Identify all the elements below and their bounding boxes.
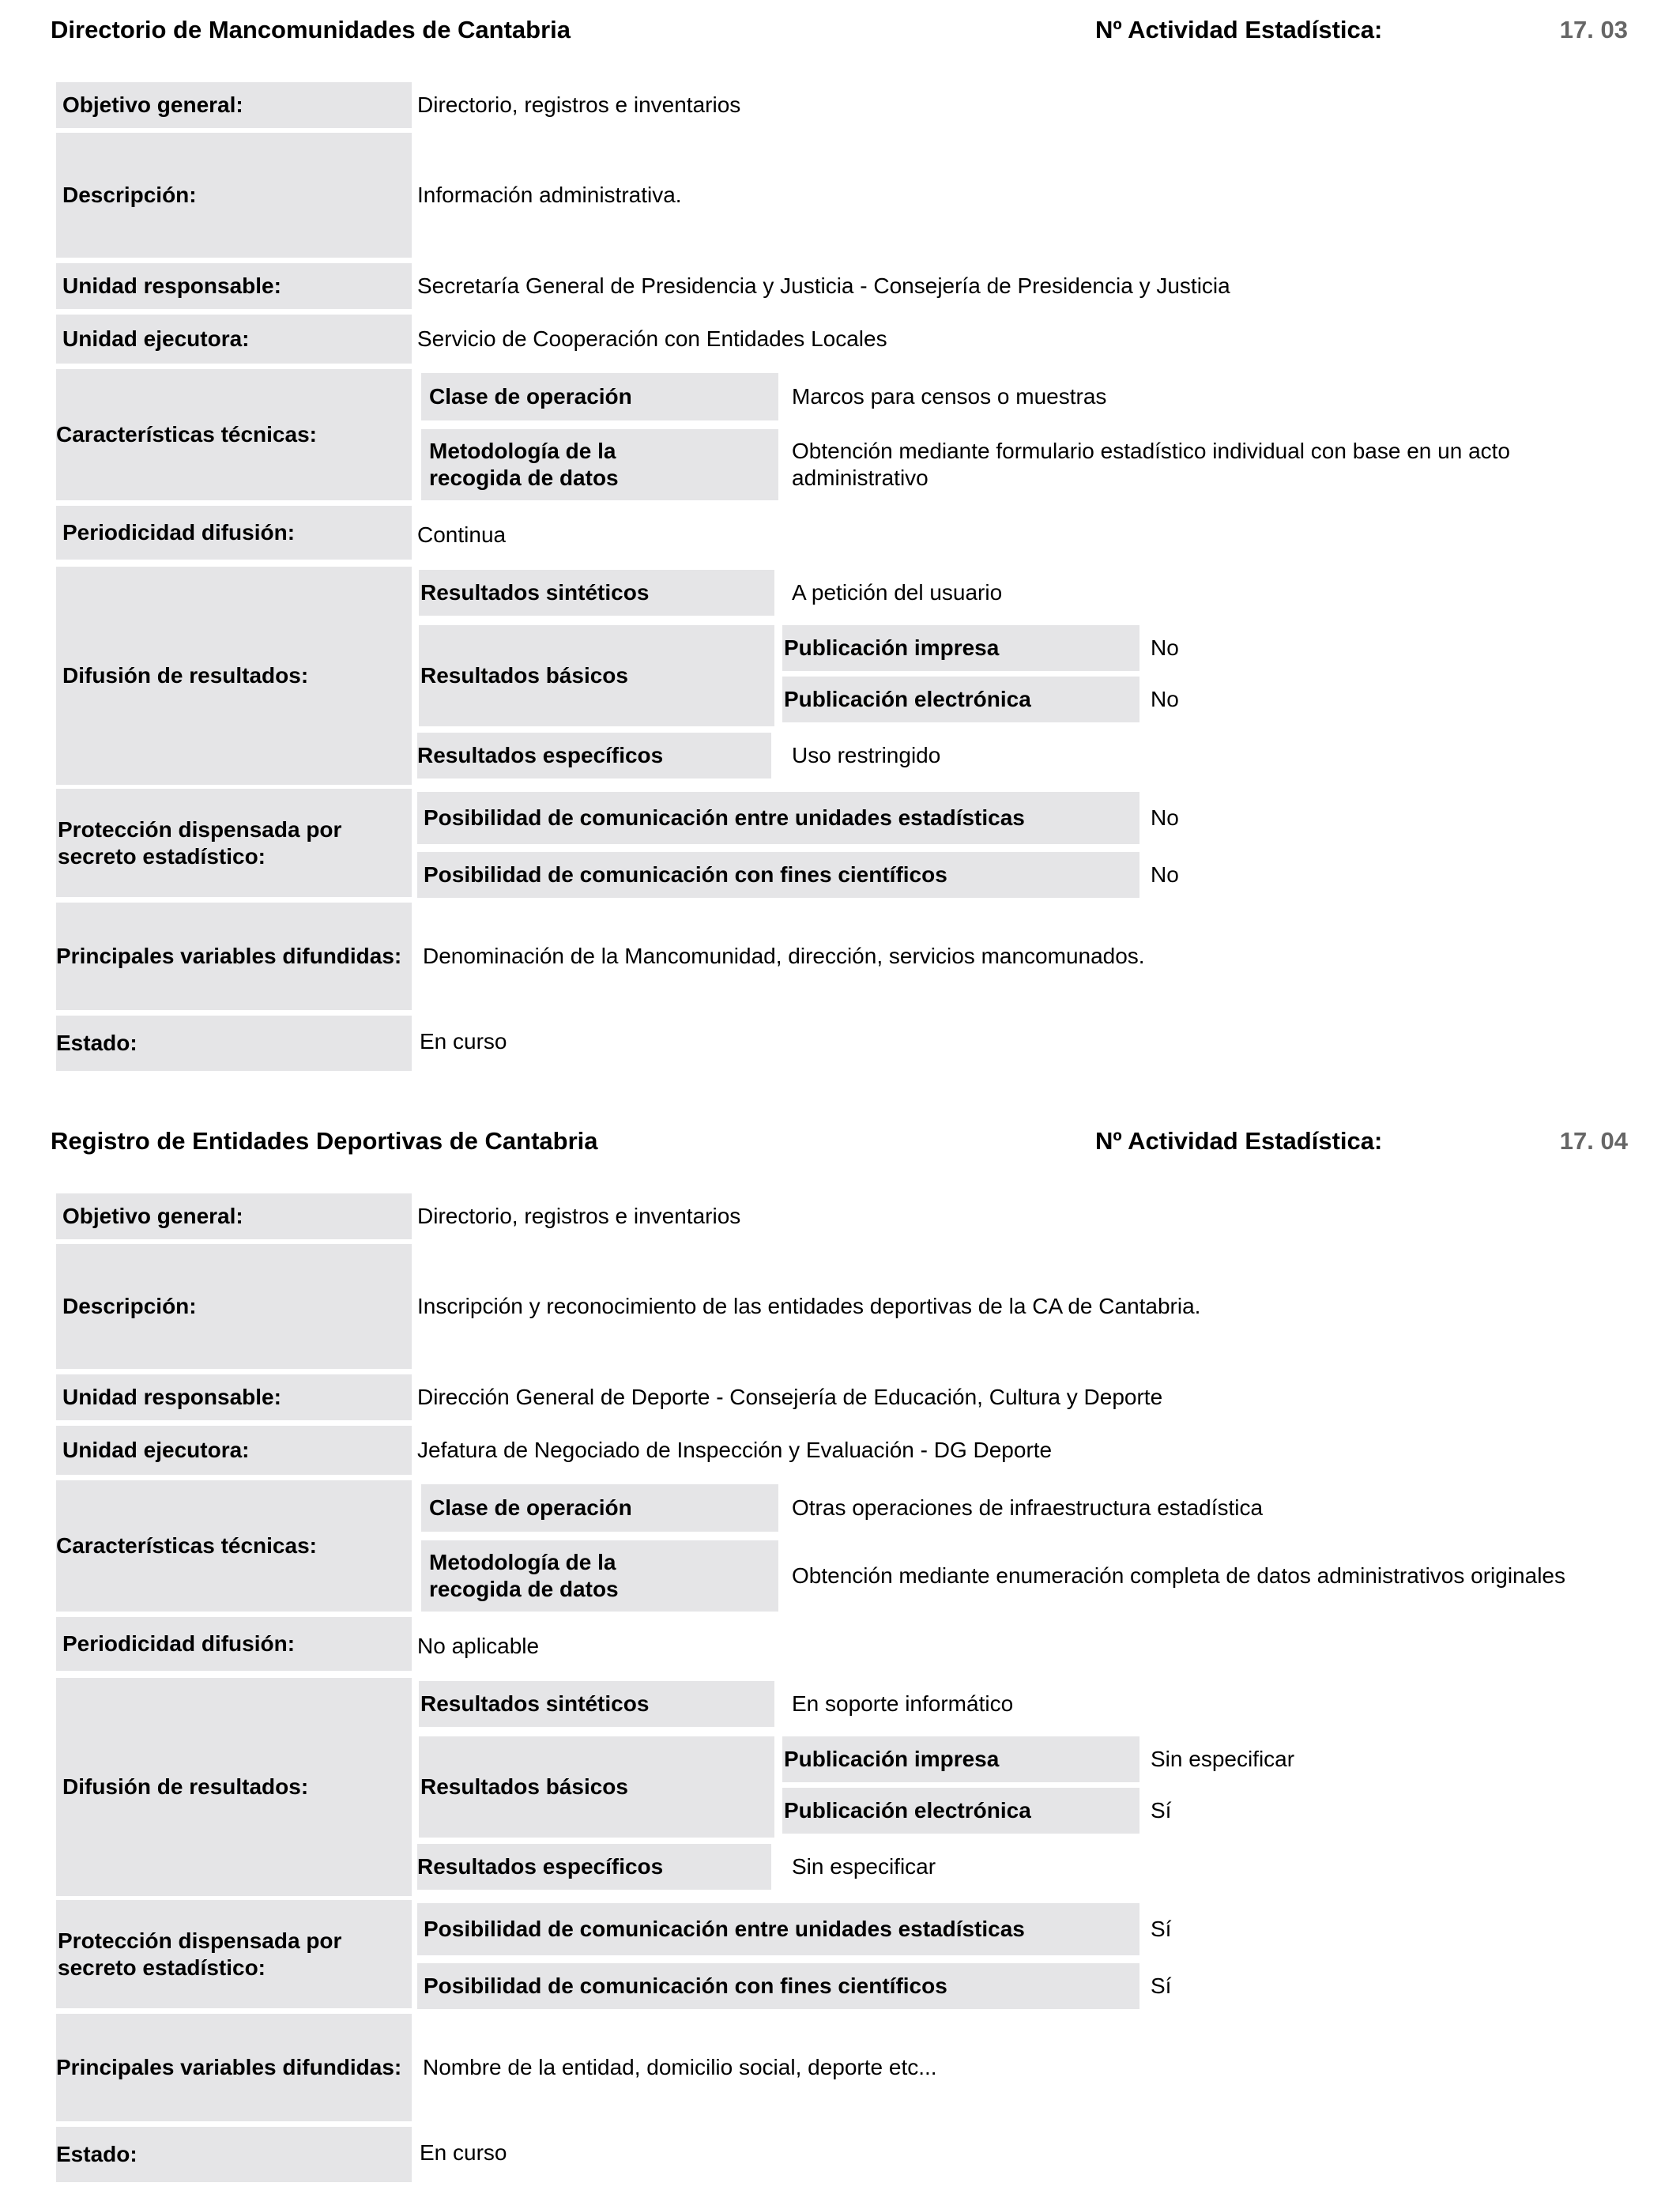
metodologia-label: Metodología de la recogida de datos [421,1540,778,1612]
clase-operacion-label: Clase de operación [421,373,778,420]
variables-value: Denominación de la Mancomunidad, dirección, servicios mancomunados. [423,944,1145,968]
basicos-label: Resultados básicos [419,1736,774,1838]
objetivo-label: Objetivo general: [56,82,412,128]
clase-operacion-value: Marcos para censos o muestras [792,384,1107,409]
comunicacion-cientificos-label: Posibilidad de comunicación con fines científicos [417,852,1139,898]
comunicacion-cientificos-value: Sí [1151,1973,1172,1998]
unidad-responsable-label: Unidad responsable: [56,263,412,309]
caracteristicas-label: Características técnicas: [56,369,412,500]
especificos-value: Sin especificar [792,1854,936,1879]
estado-label: Estado: [56,1016,412,1071]
activity-label: Nº Actividad Estadística: [1095,16,1383,43]
proteccion-label: Protección dispensada por secreto estadístico: [56,789,412,897]
objetivo-value: Directorio, registros e inventarios [417,1204,741,1228]
estado-label: Estado: [56,2127,412,2182]
section-title: Directorio de Mancomunidades de Cantabria [51,16,571,43]
unidad-ejecutora-label: Unidad ejecutora: [56,1426,412,1475]
unidad-responsable-value: Dirección General de Deporte - Consejería de Educación, Cultura y Deporte [417,1385,1163,1409]
impresa-label: Publicación impresa [782,625,1139,671]
activity-label: Nº Actividad Estadística: [1095,1127,1383,1155]
impresa-value: Sin especificar [1151,1747,1295,1771]
periodicidad-value: No aplicable [417,1634,540,1658]
difusion-label: Difusión de resultados: [56,567,412,785]
activity-number: 17. 03 [1559,16,1628,43]
electronica-label: Publicación electrónica [782,677,1139,722]
comunicacion-cientificos-label: Posibilidad de comunicación con fines científicos [417,1963,1139,2009]
comunicacion-unidades-value: No [1151,805,1179,830]
descripcion-value: Inscripción y reconocimiento de las entidades deportivas de la CA de Cantabria. [417,1294,1201,1318]
comunicacion-unidades-value: Sí [1151,1917,1172,1941]
impresa-label: Publicación impresa [782,1736,1139,1782]
objetivo-value: Directorio, registros e inventarios [417,92,741,117]
section-title: Registro de Entidades Deportivas de Cantabria [51,1127,598,1155]
variables-label: Principales variables difundidas: [56,2014,412,2121]
periodicidad-label: Periodicidad difusión: [56,1617,412,1671]
unidad-ejecutora-value: Jefatura de Negociado de Inspección y Evaluación - DG Deporte [417,1438,1053,1462]
clase-operacion-value: Otras operaciones de infraestructura estadística [792,1495,1264,1520]
especificos-label: Resultados específicos [417,733,771,778]
descripcion-value: Información administrativa. [417,183,682,207]
sinteticos-value: En soporte informático [792,1691,1014,1716]
comunicacion-cientificos-value: No [1151,862,1179,887]
caracteristicas-label: Características técnicas: [56,1480,412,1612]
variables-label: Principales variables difundidas: [56,903,412,1010]
unidad-responsable-value: Secretaría General de Presidencia y Justicia - Consejería de Presidencia y Justicia [417,273,1230,298]
comunicacion-unidades-label: Posibilidad de comunicación entre unidades estadísticas [417,792,1139,844]
electronica-value: No [1151,687,1179,711]
estado-value: En curso [420,2140,507,2165]
proteccion-label: Protección dispensada por secreto estadístico: [56,1900,412,2008]
basicos-label: Resultados básicos [419,625,774,726]
descripcion-label: Descripción: [56,133,412,258]
clase-operacion-label: Clase de operación [421,1484,778,1532]
unidad-responsable-label: Unidad responsable: [56,1374,412,1420]
estado-value: En curso [420,1029,507,1054]
periodicidad-value: Continua [417,522,507,547]
descripcion-label: Descripción: [56,1244,412,1369]
variables-value: Nombre de la entidad, domicilio social, deporte etc... [423,2055,937,2079]
activity-number: 17. 04 [1559,1127,1628,1155]
electronica-label: Publicación electrónica [782,1788,1139,1834]
difusion-label: Difusión de resultados: [56,1678,412,1896]
sinteticos-value: A petición del usuario [792,580,1003,605]
unidad-ejecutora-value: Servicio de Cooperación con Entidades Locales [417,326,887,351]
comunicacion-unidades-label: Posibilidad de comunicación entre unidades estadísticas [417,1903,1139,1955]
electronica-value: Sí [1151,1798,1172,1823]
periodicidad-label: Periodicidad difusión: [56,506,412,560]
sinteticos-label: Resultados sintéticos [419,1681,774,1727]
especificos-label: Resultados específicos [417,1844,771,1890]
impresa-value: No [1151,635,1179,660]
sinteticos-label: Resultados sintéticos [419,570,774,616]
metodologia-value: Obtención mediante enumeración completa de datos administrativos originales [792,1563,1565,1588]
objetivo-label: Objetivo general: [56,1193,412,1239]
especificos-value: Uso restringido [792,743,941,767]
unidad-ejecutora-label: Unidad ejecutora: [56,315,412,364]
metodologia-label: Metodología de la recogida de datos [421,429,778,500]
metodologia-value: Obtención mediante formulario estadístico individual con base en un acto administrativo [792,439,1510,490]
